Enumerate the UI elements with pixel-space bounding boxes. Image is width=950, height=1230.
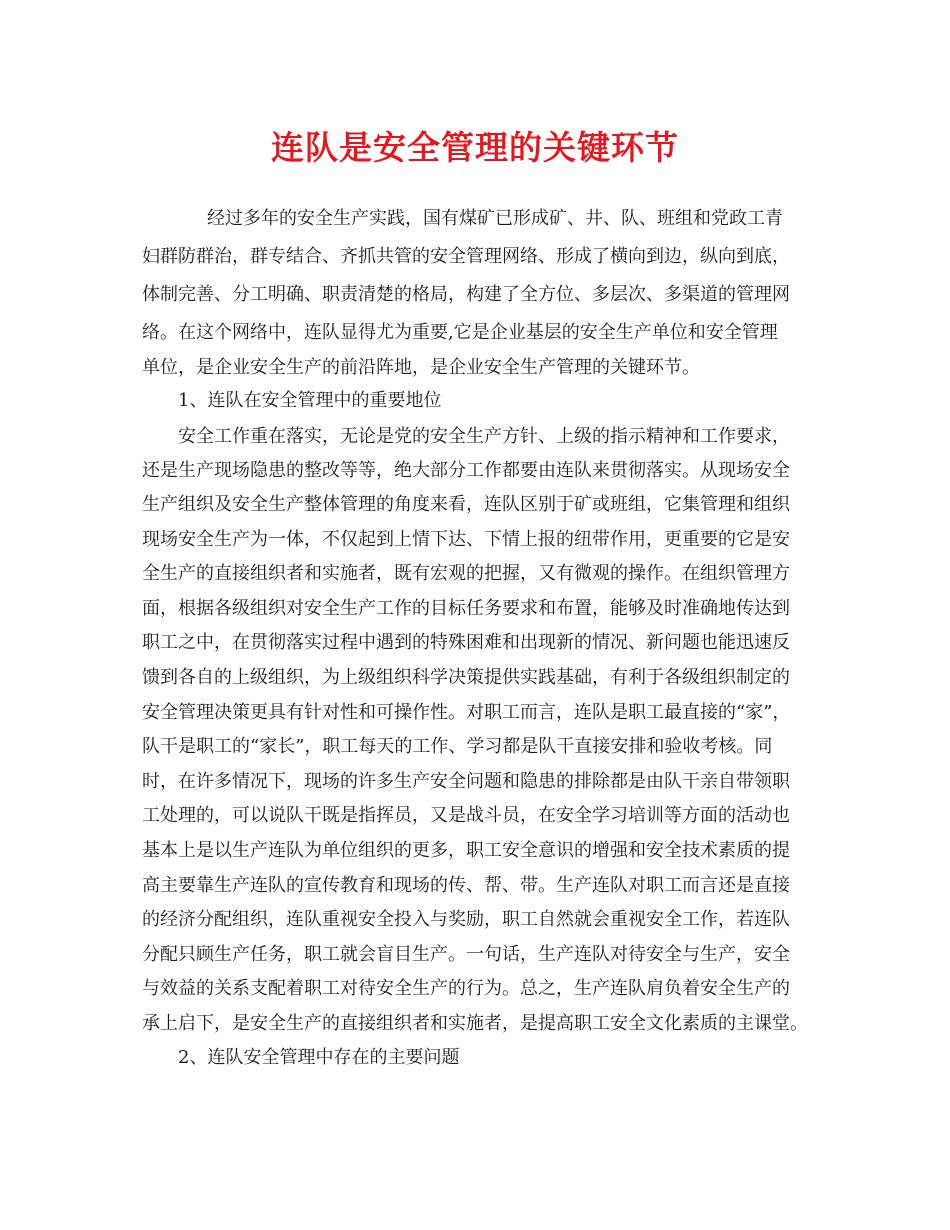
text-line: 体制完善、分工明确、职责清楚的格局，构建了全方位、多层次、多渠道的管理网 — [142, 284, 790, 305]
text-line: 馈到各自的上级组织，为上级组织科学决策提供实践基础，有利于各级组织制定的 — [142, 667, 790, 688]
text-line: 现场安全生产为一体，不仅起到上情下达、下情上报的纽带作用，更重要的它是安 — [142, 529, 790, 550]
section-heading-1: 1、连队在安全管理中的重要地位 — [178, 390, 442, 411]
text-line: 生产组织及安全生产整体管理的角度来看，连队区别于矿或班组，它集管理和组织 — [142, 494, 790, 515]
text-line: 基本上是以生产连队为单位组织的更多，职工安全意识的增强和安全技术素质的提 — [142, 840, 790, 861]
text-line: 单位，是企业安全生产的前沿阵地，是企业安全生产管理的关键环节。 — [142, 357, 700, 378]
text-line: 全生产的直接组织者和实施者，既有宏观的把握，又有微观的操作。在组织管理方 — [142, 563, 790, 584]
document-title: 连队是安全管理的关键环节 — [271, 128, 679, 167]
text-line: 面，根据各级组织对安全生产工作的目标任务要求和布置，能够及时准确地传达到 — [142, 598, 790, 619]
text-line: 高主要靠生产连队的宣传教育和现场的传、帮、带。生产连队对职工而言还是直接 — [142, 875, 790, 896]
text-line: 妇群防群治，群专结合、齐抓共管的安全管理网络、形成了横向到边，纵向到底， — [142, 246, 790, 267]
text-line: 工处理的，可以说队干既是指挥员，又是战斗员，在安全学习培训等方面的活动也 — [142, 805, 790, 826]
text-line: 经过多年的安全生产实践，国有煤矿已形成矿、井、队、班组和党政工青 — [207, 208, 783, 229]
text-line: 承上启下，是安全生产的直接组织者和实施者，是提高职工安全文化素质的主课堂。 — [142, 1013, 808, 1034]
text-line: 分配只顾生产任务，职工就会盲目生产。一句话，生产连队对待安全与生产，安全 — [142, 944, 790, 965]
text-line: 络。在这个网络中，连队显得尤为重要,它是企业基层的安全生产单位和安全管理 — [142, 322, 778, 343]
text-line: 与效益的关系支配着职工对待安全生产的行为。总之，生产连队肩负着安全生产的 — [142, 978, 790, 999]
text-line: 的经济分配组织，连队重视安全投入与奖励，职工自然就会重视安全工作，若连队 — [142, 909, 790, 930]
text-line: 安全管理决策更具有针对性和可操作性。对职工而言，连队是职工最直接的“家”， — [142, 702, 791, 723]
section-heading-2: 2、连队安全管理中存在的主要问题 — [178, 1047, 460, 1068]
text-line: 时，在许多情况下，现场的许多生产安全问题和隐患的排除都是由队干亲自带领职 — [142, 771, 790, 792]
text-line: 安全工作重在落实，无论是党的安全生产方针、上级的指示精神和工作要求， — [178, 426, 790, 447]
text-line: 队干是职工的“家长”，职工每天的工作、学习都是队干直接安排和验收考核。同 — [142, 736, 773, 757]
text-line: 职工之中，在贯彻落实过程中遇到的特殊困难和出现新的情况、新问题也能迅速反 — [142, 632, 790, 653]
text-line: 还是生产现场隐患的整改等等，绝大部分工作都要由连队来贯彻落实。从现场安全 — [142, 460, 790, 481]
